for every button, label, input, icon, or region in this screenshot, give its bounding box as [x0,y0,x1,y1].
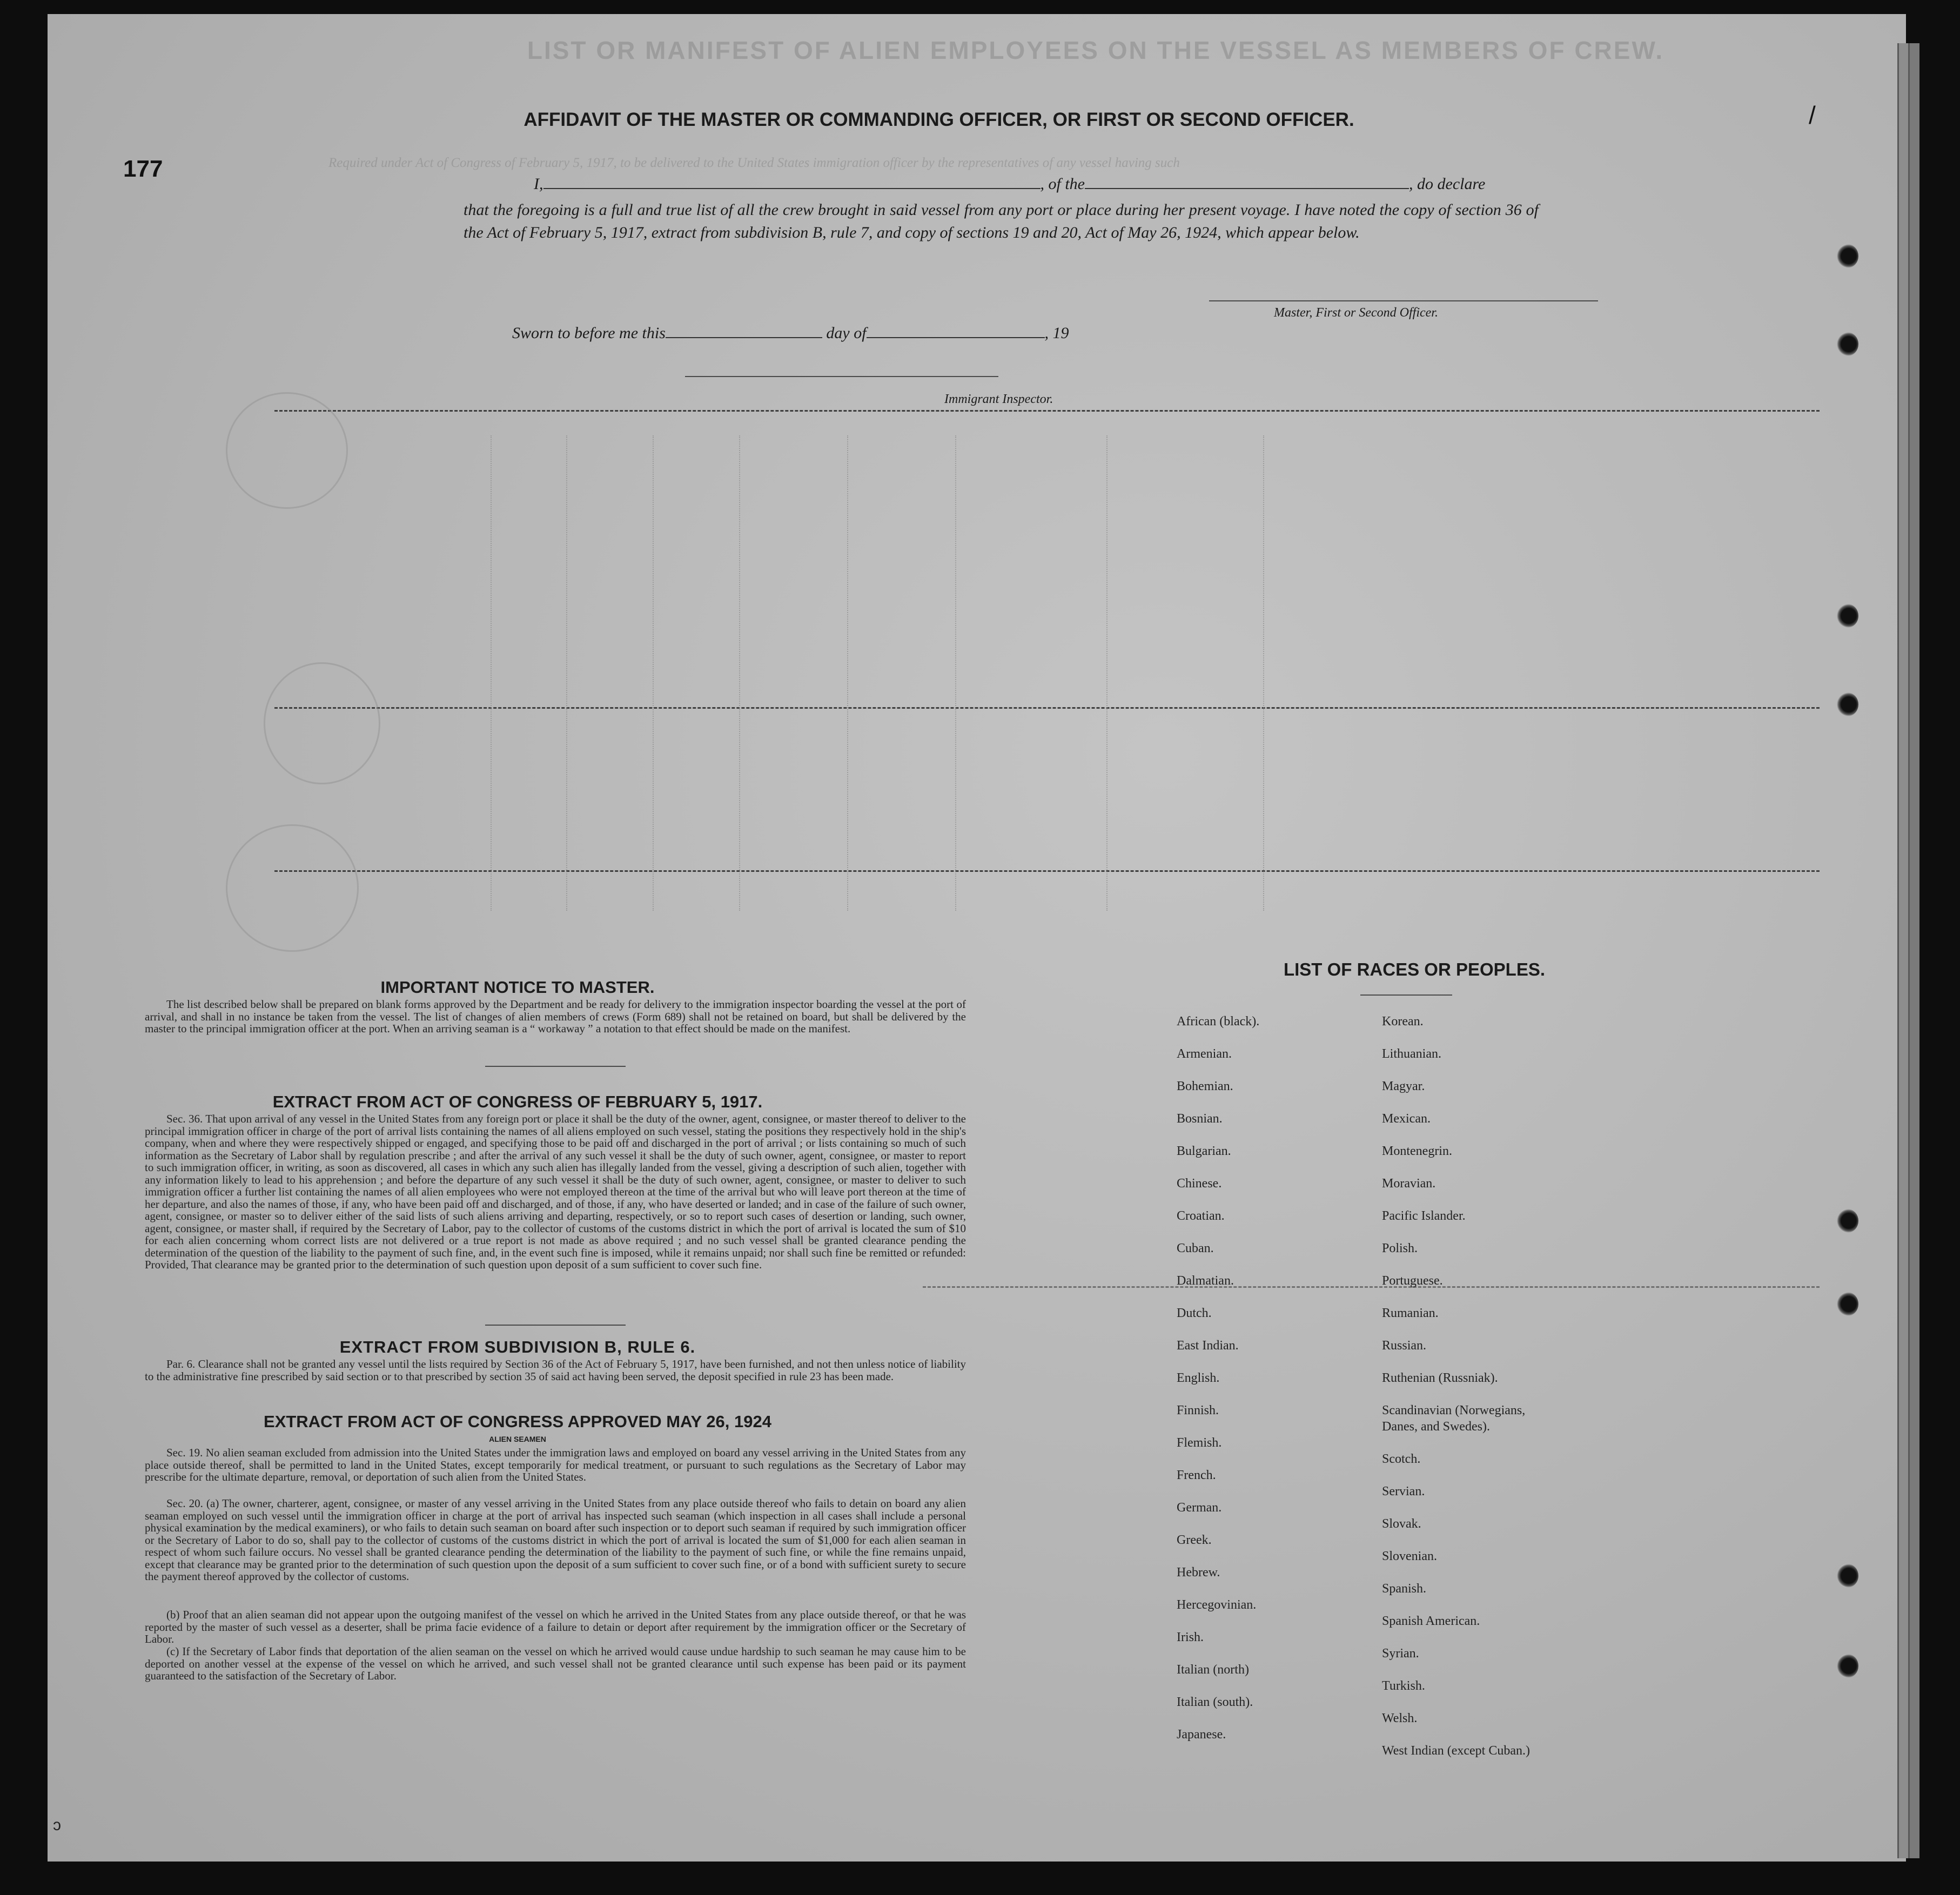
bleed-through-subheader: Required under Act of Congress of February 5, 1917, to be delivered to the United States immigration officer by the representatives of any vessel having such [328,156,1180,170]
race-item: Turkish. [1382,1679,1425,1693]
race-item: Scandinavian (Norwegians, [1382,1403,1526,1417]
race-item: Chinese. [1177,1177,1222,1191]
race-item: Spanish. [1382,1582,1427,1596]
race-item: German. [1177,1501,1222,1515]
race-item: Ruthenian (Russniak). [1382,1371,1498,1385]
race-item: Danes, and Swedes). [1382,1420,1490,1434]
sec20c-text: (c) If the Secretary of Labor finds that deportation of the alien seaman on the vessel on which he arrived would cause undue hardship to such seaman he may cause him to be deported on another vessel at the expense of the vessel on which he arrived, and such vessel shall not be granted clearance until such expense has been paid or its payment guaranteed to the satisfaction of the Secretary of Labor. [145,1645,966,1682]
ghost-column-line [1106,435,1107,911]
punch-hole [1837,332,1858,356]
declarant-label: I, [534,175,543,193]
race-item: Flemish. [1177,1436,1222,1450]
race-item: Finnish. [1177,1403,1219,1417]
margin-number: 177 [123,156,163,182]
race-item: Dutch. [1177,1306,1212,1320]
race-item: East Indian. [1177,1339,1239,1353]
signature-label: Master, First or Second Officer. [1274,306,1438,320]
race-item: Japanese. [1177,1728,1226,1742]
page-edge-strip [1897,43,1909,1858]
sec20b-text: (b) Proof that an alien seaman did not appear upon the outgoing manifest of the vessel on which he arrived in the United States from any place outside thereof, or that he was reported by the master of such vessel as a deserter, shall be prima facie evidence of a failure to detain or deport after requirement by the immigration officer or the Secretary of Labor. [145,1608,966,1645]
ghost-column-line [566,435,567,911]
race-item: English. [1177,1371,1220,1385]
race-item: Bosnian. [1177,1112,1223,1126]
race-item: Dalmatian. [1177,1274,1234,1288]
race-item: Hebrew. [1177,1565,1220,1580]
race-item: Italian (south). [1177,1695,1253,1709]
ghost-column-line [739,435,740,911]
notice-text: The list described below shall be prepared on blank forms approved by the Department and be ready for delivery to the immigration inspector boarding the vessel at the port of arrival, and shall in no instance be taken from the vessel. The list of changes of alien members of crews (Form 689) shall not be retained on board, but shall be delivered by the master to the principal immigration officer at the port. When an arriving seaman is a “ workaway ” a notation to that effect should be made on the manifest. [145,998,966,1035]
ghost-column-line [491,435,492,911]
bleed-through-header: LIST OR MANIFEST OF ALIEN EMPLOYEES ON THE VESSEL AS MEMBERS OF CREW. [527,36,1664,64]
race-item: Lithuanian. [1382,1047,1441,1061]
subdivision-title: EXTRACT FROM SUBDIVISION B, RULE 6. [339,1338,696,1356]
page-edge-strip [1908,43,1919,1858]
race-item: Rumanian. [1382,1306,1439,1320]
subdivision-text: Par. 6. Clearance shall not be granted any vessel until the lists required by Section 36 of the Act of February 5, 1917, have been furnished, and not then unless notice of liability to the administrative fine prescribed by said section or to that prescribed by section 35 of said act having been served, the deposit specified in rule 23 has been made. [145,1358,966,1383]
punch-hole [1837,604,1858,628]
race-item: Moravian. [1382,1177,1436,1191]
vessel-name-blank[interactable] [1085,188,1409,189]
race-item: Croatian. [1177,1209,1225,1223]
race-item: Irish. [1177,1630,1204,1644]
race-item: Bohemian. [1177,1079,1233,1093]
race-item: Syrian. [1382,1647,1419,1661]
punch-hole [1837,1292,1858,1316]
race-item: Montenegrin. [1382,1144,1452,1158]
ghost-stamp [226,392,348,509]
races-title: LIST OF RACES OR PEOPLES. [1283,959,1546,979]
sworn-day-blank[interactable] [666,337,822,338]
inspector-signature-line[interactable] [685,376,998,377]
punch-hole [1837,1209,1858,1233]
affidavit-body: that the foregoing is a full and true list of all the crew brought in said vessel from any port or place during her present voyage. I have noted the copy of section 36 of the Act of February 5, 1917, extract from subdivision B, rule 7, and copy of sections 19 and 20, Act of May 26, 1924, which appear below. [464,201,1539,241]
race-item: Scotch. [1382,1452,1421,1466]
year-label: , 19 [1044,324,1069,342]
extract-1924-title: EXTRACT FROM ACT OF CONGRESS APPROVED MAY 26, 1924 [264,1412,771,1431]
sworn-label: Sworn to before me this [512,324,666,342]
race-item: Magyar. [1382,1079,1425,1093]
ghost-column-line [653,435,654,911]
extract-1917-title: EXTRACT FROM ACT OF CONGRESS OF FEBRUARY 5, 1917. [272,1092,763,1111]
table-divider [923,1286,1820,1288]
ghost-column-line [847,435,848,911]
race-item: Pacific Islander. [1382,1209,1466,1223]
race-item: French. [1177,1468,1216,1482]
notice-title: IMPORTANT NOTICE TO MASTER. [380,978,655,997]
sworn-month-blank[interactable] [867,337,1045,338]
sworn-line [512,324,1069,342]
section-divider [1360,994,1452,996]
declarant-name-blank[interactable] [543,188,1041,189]
race-item: Cuban. [1177,1241,1214,1255]
race-item: Bulgarian. [1177,1144,1231,1158]
race-item: Welsh. [1382,1711,1418,1725]
vessel-label: , of the [1040,175,1085,193]
race-item: Armenian. [1177,1047,1232,1061]
punch-hole [1837,693,1858,716]
race-item: African (black). [1177,1014,1260,1029]
table-divider [274,410,1820,412]
corner-mark: / [1809,101,1816,129]
punch-hole [1837,1654,1858,1678]
section-divider [485,1066,626,1067]
punch-hole [1837,244,1858,268]
edge-mark: ɔ [53,1816,61,1834]
day-of-label: day of [826,324,867,342]
race-item: Slovenian. [1382,1549,1437,1563]
extract-1917-text: Sec. 36. That upon arrival of any vessel in the United States from any foreign port or place it shall be the duty of the owner, agent, consignee, or master thereof to deliver to the principal immigration officer in charge of the port of arrival lists containing the names of all aliens employed on such vessel, stating the positions they respectively hold in the ship's company, when and where they were respectively shipped or engaged, and specifying those to be paid off and discharged in the port of arrival ; or lists containing so much of such information as the Secretary of Labor shall by regulation prescribe ; and after the arrival of any such vessel it shall be the duty of such owner, agent, consignee, or master to report to such immigration officer, in writing, as soon as discovered, all cases in which any such alien has illegally landed from the vessel, giving a description of such alien, together with any information likely to lead to his apprehension ; and before the departure of any such vessel it shall be the duty of such owner, agent, consignee, or master to deliver to such immigration officer a further list containing the names of all alien employees who were not employed thereon at the time of the arrival but who will leave port thereon at the time of her departure, and also the names of those, if any, who have been paid off and discharged, and of those, if any, who have deserted or landed; and in case of the failure of such owner, agent, consignee, or master so to deliver either of the said lists of such aliens arriving and departing, respectively, or so to report such cases of desertion or landing, such owner, agent, consignee, or master shall, if required by the Secretary of Labor, pay to the collector of customs of the customs district in which the port of arrival is located the sum of $10 for each alien concerning whom correct lists are not delivered or a true report is not made as above required ; and no such vessel shall be granted clearance pending the determination of the question of the liability to the payment of such fine, and, in the event such fine is imposed, while it remains unpaid; nor shall such fine be remitted or refunded: Provided, That clearance may be granted prior to the determination of such question upon deposit of a sum sufficient to cover such fine. [145,1112,966,1271]
race-item: Slovak. [1382,1517,1421,1531]
race-item: Servian. [1382,1484,1425,1498]
signature-line[interactable] [1209,300,1598,301]
ghost-column-line [955,435,956,911]
punch-hole [1837,1564,1858,1588]
table-divider [274,707,1820,709]
race-item: Hercegovinian. [1177,1598,1257,1612]
ghost-stamp [226,824,359,952]
declare-label: , do declare [1409,175,1486,193]
inspector-label: Immigrant Inspector. [944,392,1053,406]
ghost-column-line [1263,435,1264,911]
race-item: West Indian (except Cuban.) [1382,1744,1530,1758]
affidavit-title: AFFIDAVIT OF THE MASTER OR COMMANDING OFFICER, OR FIRST OR SECOND OFFICER. [523,109,1354,130]
race-item: Polish. [1382,1241,1418,1255]
race-item: Greek. [1177,1533,1212,1547]
race-item: Mexican. [1382,1112,1431,1126]
sec20a-text: Sec. 20. (a) The owner, charterer, agent, consignee, or master of any vessel arriving in the United States from any place outside thereof who fails to detain on board any alien seaman employed on such vessel until the immigration officer in charge at the port of arrival has inspected such seaman (which inspection in all cases shall include a personal physical examination by the medical examiners), or who fails to detain such seaman on board after such inspection or to deport such seaman if required by such immigration officer or the Secretary of Labor to do so, shall pay to the collector of customs of the customs district in which the port of arrival is located the sum of $1,000 for each alien seaman in respect of whom such failure occurs. No vessel shall be granted clearance pending the determination of the liability to the payment of such fine, or while the fine remains unpaid, except that clearance may be granted prior to the determination of such question upon the deposit of a sum sufficient to cover such fine, or of a bond with sufficient surety to secure the payment thereof approved by the collector of customs. [145,1497,966,1583]
race-item: Portuguese. [1382,1274,1443,1288]
race-item: Italian (north) [1177,1663,1249,1677]
affidavit-declaration-line [534,175,1485,193]
race-item: Russian. [1382,1339,1427,1353]
document-page [48,14,1906,1862]
race-item: Korean. [1382,1014,1424,1029]
section-divider [485,1325,626,1326]
extract-1924-subtitle: ALIEN SEAMEN [489,1435,546,1443]
table-divider [274,870,1820,872]
race-item: Spanish American. [1382,1614,1480,1628]
ghost-stamp [264,662,380,784]
sec19-text: Sec. 19. No alien seaman excluded from admission into the United States under the immigration laws and employed on board any vessel arriving in the United States from any place outside thereof, shall be permitted to land in the United States, except temporarily for medical treatment, or pursuant to such regulations as the Secretary of Labor may prescribe for the ultimate departure, removal, or deportation of such alien from the United States. [145,1446,966,1483]
